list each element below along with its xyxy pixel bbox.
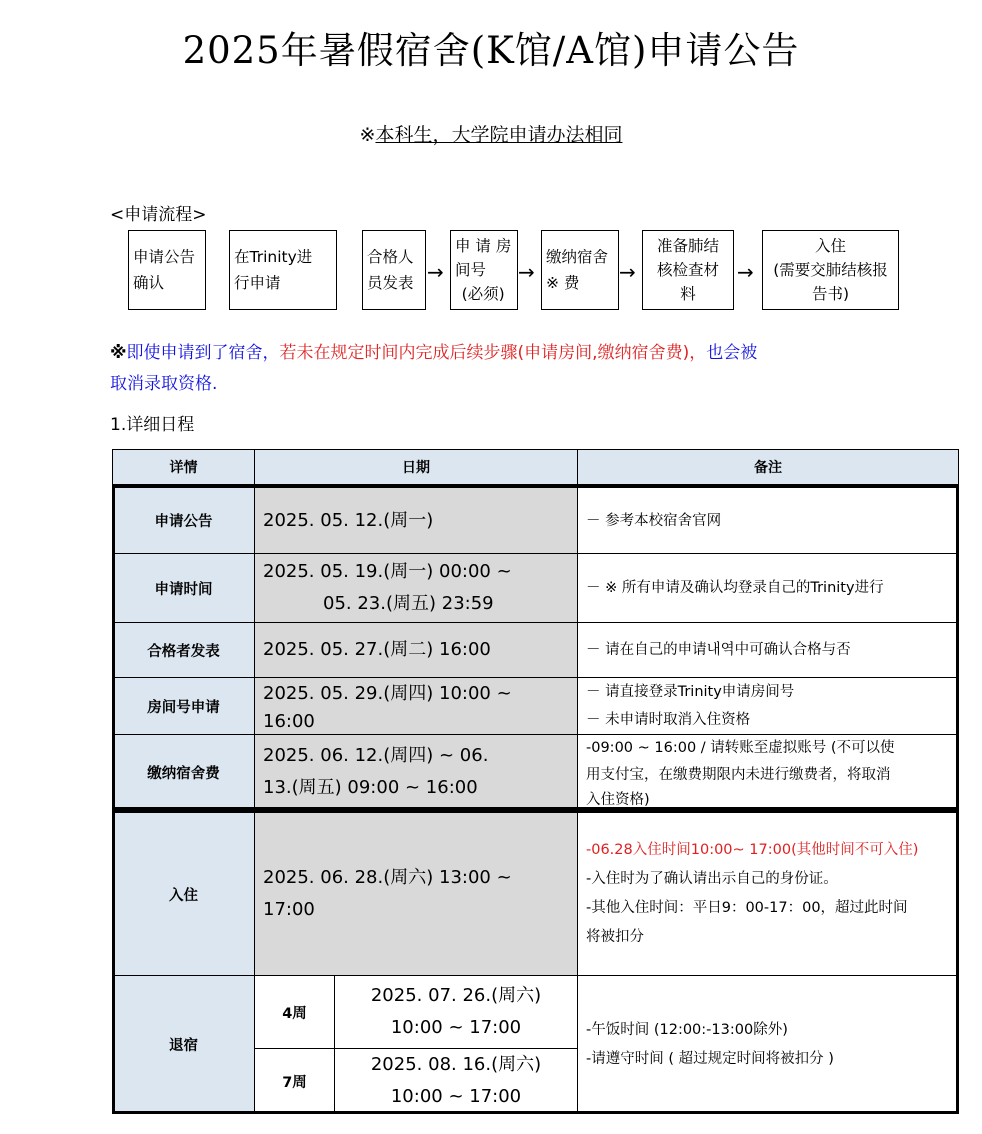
flow-step-7 [762,230,899,310]
flow-step-6-line1: 准备肺结 [656,237,719,255]
arrow-icon: → [619,260,636,284]
flow-step-6-line3: 料 [680,285,696,303]
note-line: － 未申请时取消入住资格 [586,712,751,728]
flow-step-1-line1: 申请公告 [133,248,196,266]
flow-step-3-line1: 合格人 [367,248,414,266]
row-label-fee: 缴纳宿舍费 [112,734,255,810]
date-line: 2025. 05. 12.(周一) [263,509,434,531]
checkout-weeks-7: 7周 [254,1048,335,1114]
notice-part4: 取消录取资格. [110,374,218,394]
flow-step-5-line1: 缴纳宿舍 [546,248,609,266]
table-header-date: 日期 [254,449,578,485]
date-line: 05. 23.(周五) 23:59 [323,593,494,614]
date-line: 17:00 [263,899,315,920]
date-line: 10:00 ~ 17:00 [390,1017,522,1038]
row-date-application [254,553,578,623]
flow-step-7-line3: 告书) [811,285,850,303]
date-line: 2025. 06. 12.(周四) ~ 06. [263,745,489,766]
flow-step-3 [362,230,426,310]
flow-step-6-line2: 核检查材 [656,261,719,279]
note-line: -09:00 ~ 16:00 / 请转账至虚拟账号 (不可以使 [586,740,895,756]
section-title: 1.详细日程 [110,415,195,435]
row-date-results [254,622,578,678]
note-line-red: -06.28入住时间10:00~ 17:00(其他时间不可入住) [586,842,919,858]
date-line: 2025. 07. 26.(周六) [370,985,542,1006]
flow-step-5 [541,230,619,310]
date-line: 2025. 05. 19.(周一) 00:00 ~ [263,561,512,582]
row-notes-room [577,677,959,735]
row-date-movein [254,812,578,976]
flow-step-1 [128,230,206,310]
row-date-fee [254,734,578,810]
row-label-checkout: 退宿 [112,975,255,1114]
note-line: － 请在自己的申请내역中可确认合格与否 [586,642,851,658]
arrow-icon: → [518,260,535,284]
table-header-notes: 备注 [577,449,959,485]
notice-part1: 即使申请到了宿舍， [126,343,280,363]
subtitle [0,120,982,147]
notice [110,338,900,400]
note-line: -请遵守时间 ( 超过规定时间将被扣分 ) [586,1050,834,1067]
flow-step-7-line1: 入住 [814,237,846,255]
note-line: － 参考本校宿舍官网 [586,512,722,529]
arrow-icon: → [737,260,754,284]
flow-step-4-line1: 申 请 房 [455,237,512,255]
notice-mark: ※ [110,343,127,363]
checkout-date-4 [334,975,578,1049]
subtitle-text: 本科生，大学院申请办法相同 [375,124,623,146]
note-line: -其他入住时间：平日9：00-17：00，超过此时间 [586,900,908,916]
flow-step-4-line3: (必须) [461,285,505,303]
row-notes-movein [577,812,959,976]
date-line: 2025. 08. 16.(周六) [370,1054,542,1075]
note-line: 将被扣分 [586,929,644,945]
note-line: － 请直接登录Trinity申请房间号 [586,684,795,700]
flow-step-2-line1: 在Trinity进 [234,248,313,266]
row-notes-announcement [577,487,959,554]
note-line: -午饭时间 (12:00:-13:00除外) [586,1021,788,1038]
flow-step-4 [450,230,518,310]
row-date-announcement [254,487,578,554]
table-header-detail: 详情 [112,449,255,485]
row-label-announcement: 申请公告 [112,487,255,554]
checkout-date-7 [334,1048,578,1114]
flow-step-2-line2: 行申请 [234,274,281,292]
date-line: 16:00 [263,711,315,732]
arrow-icon: → [427,260,444,284]
date-line: 2025. 05. 29.(周四) 10:00 ~ [263,683,512,704]
flow-title: <申请流程> [110,205,207,225]
date-line: 2025. 06. 28.(周六) 13:00 ~ [263,867,512,888]
checkout-notes [577,975,959,1114]
row-notes-fee [577,734,959,810]
checkout-weeks-4: 4周 [254,975,335,1049]
page-title: 2025年暑假宿舍(K馆/A馆)申请公告 [182,29,800,72]
flow-step-1-line2: 确认 [133,274,165,292]
notice-part3: 也会被 [706,343,758,363]
flow-step-6 [642,230,734,310]
flow-step-2 [229,230,337,310]
flow-step-7-line2: (需要交肺结核报 [773,261,888,279]
note-line: 用支付宝，在缴费期限内未进行缴费者，将取消 [586,767,891,783]
date-line: 2025. 05. 27.(周二) 16:00 [263,639,491,660]
row-label-application: 申请时间 [112,553,255,623]
date-line: 10:00 ~ 17:00 [390,1086,522,1107]
notice-part2: 若未在规定时间内完成后续步骤(申请房间,缴纳宿舍费)， [279,343,707,363]
row-label-movein: 入住 [112,812,255,976]
schedule-table [112,449,959,1114]
row-date-room [254,677,578,735]
subtitle-mark: ※ [359,124,376,146]
note-line: 入住资格) [586,792,650,808]
note-line: -入住时为了确认请出示自己的身份证。 [586,871,838,887]
flow-step-4-line2: 间号 [455,261,487,279]
flow-step-5-line2: ※ 费 [546,274,580,292]
row-label-results: 合格者发表 [112,622,255,678]
row-notes-application [577,553,959,623]
date-line: 13.(周五) 09:00 ~ 16:00 [263,777,478,798]
row-label-room: 房间号申请 [112,677,255,735]
note-line: － ※ 所有申请及确认均登录自己的Trinity进行 [586,580,884,596]
row-notes-results [577,622,959,678]
flow-step-3-line2: 员发表 [367,274,414,292]
